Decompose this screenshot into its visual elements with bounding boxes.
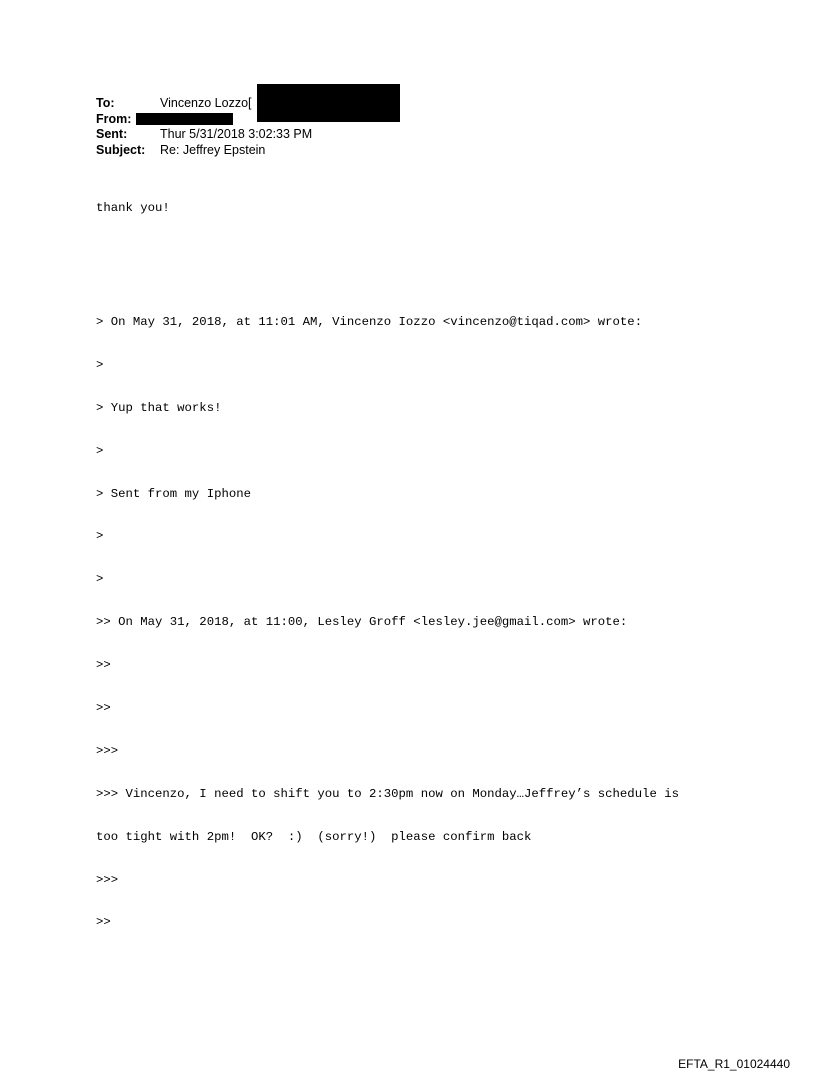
quoted-line: > bbox=[96, 357, 104, 372]
quoted-line: >> bbox=[96, 915, 111, 930]
body-spacer bbox=[96, 243, 679, 257]
quoted-line: >> bbox=[96, 658, 111, 673]
document-id: EFTA_R1_01024440 bbox=[678, 1057, 790, 1071]
subject-value: Re: Jeffrey Epstein bbox=[160, 142, 266, 157]
quoted-line: > bbox=[96, 443, 104, 458]
sent-label: Sent: bbox=[96, 127, 128, 141]
quoted-line: > On May 31, 2018, at 11:01 AM, Vincenzo Iozzo <vincenzo@tiqad.com> wrote: bbox=[96, 314, 643, 329]
quoted-line: >> On May 31, 2018, at 11:00, Lesley Groff <lesley.jee@gmail.com> wrote: bbox=[96, 615, 628, 630]
quoted-line: > Sent from my Iphone bbox=[96, 486, 251, 501]
quoted-line: > bbox=[96, 572, 104, 587]
quoted-line: >>> bbox=[96, 743, 119, 758]
reply-text: thank you! bbox=[96, 200, 170, 215]
quoted-line: >>> Vincenzo, I need to shift you to 2:30pm now on Monday…Jeffrey’s schedule is bbox=[96, 786, 679, 801]
sent-value: Thur 5/31/2018 3:02:33 PM bbox=[160, 127, 313, 141]
quoted-line: too tight with 2pm! OK? :) (sorry!) please confirm back bbox=[96, 829, 532, 844]
redaction-block-from bbox=[136, 113, 233, 125]
quoted-line: > Yup that works! bbox=[96, 400, 222, 415]
redaction-block-to bbox=[257, 84, 400, 122]
quoted-thread bbox=[96, 286, 679, 958]
email-body bbox=[96, 172, 679, 987]
to-value: Vincenzo Lozzo[ bbox=[160, 96, 252, 110]
from-label: From: bbox=[96, 111, 132, 126]
quoted-line: >>> bbox=[96, 872, 119, 887]
quoted-line: >> bbox=[96, 700, 111, 715]
quoted-line: > bbox=[96, 529, 104, 544]
to-label: To: bbox=[96, 96, 115, 110]
subject-label: Subject: bbox=[96, 142, 146, 157]
